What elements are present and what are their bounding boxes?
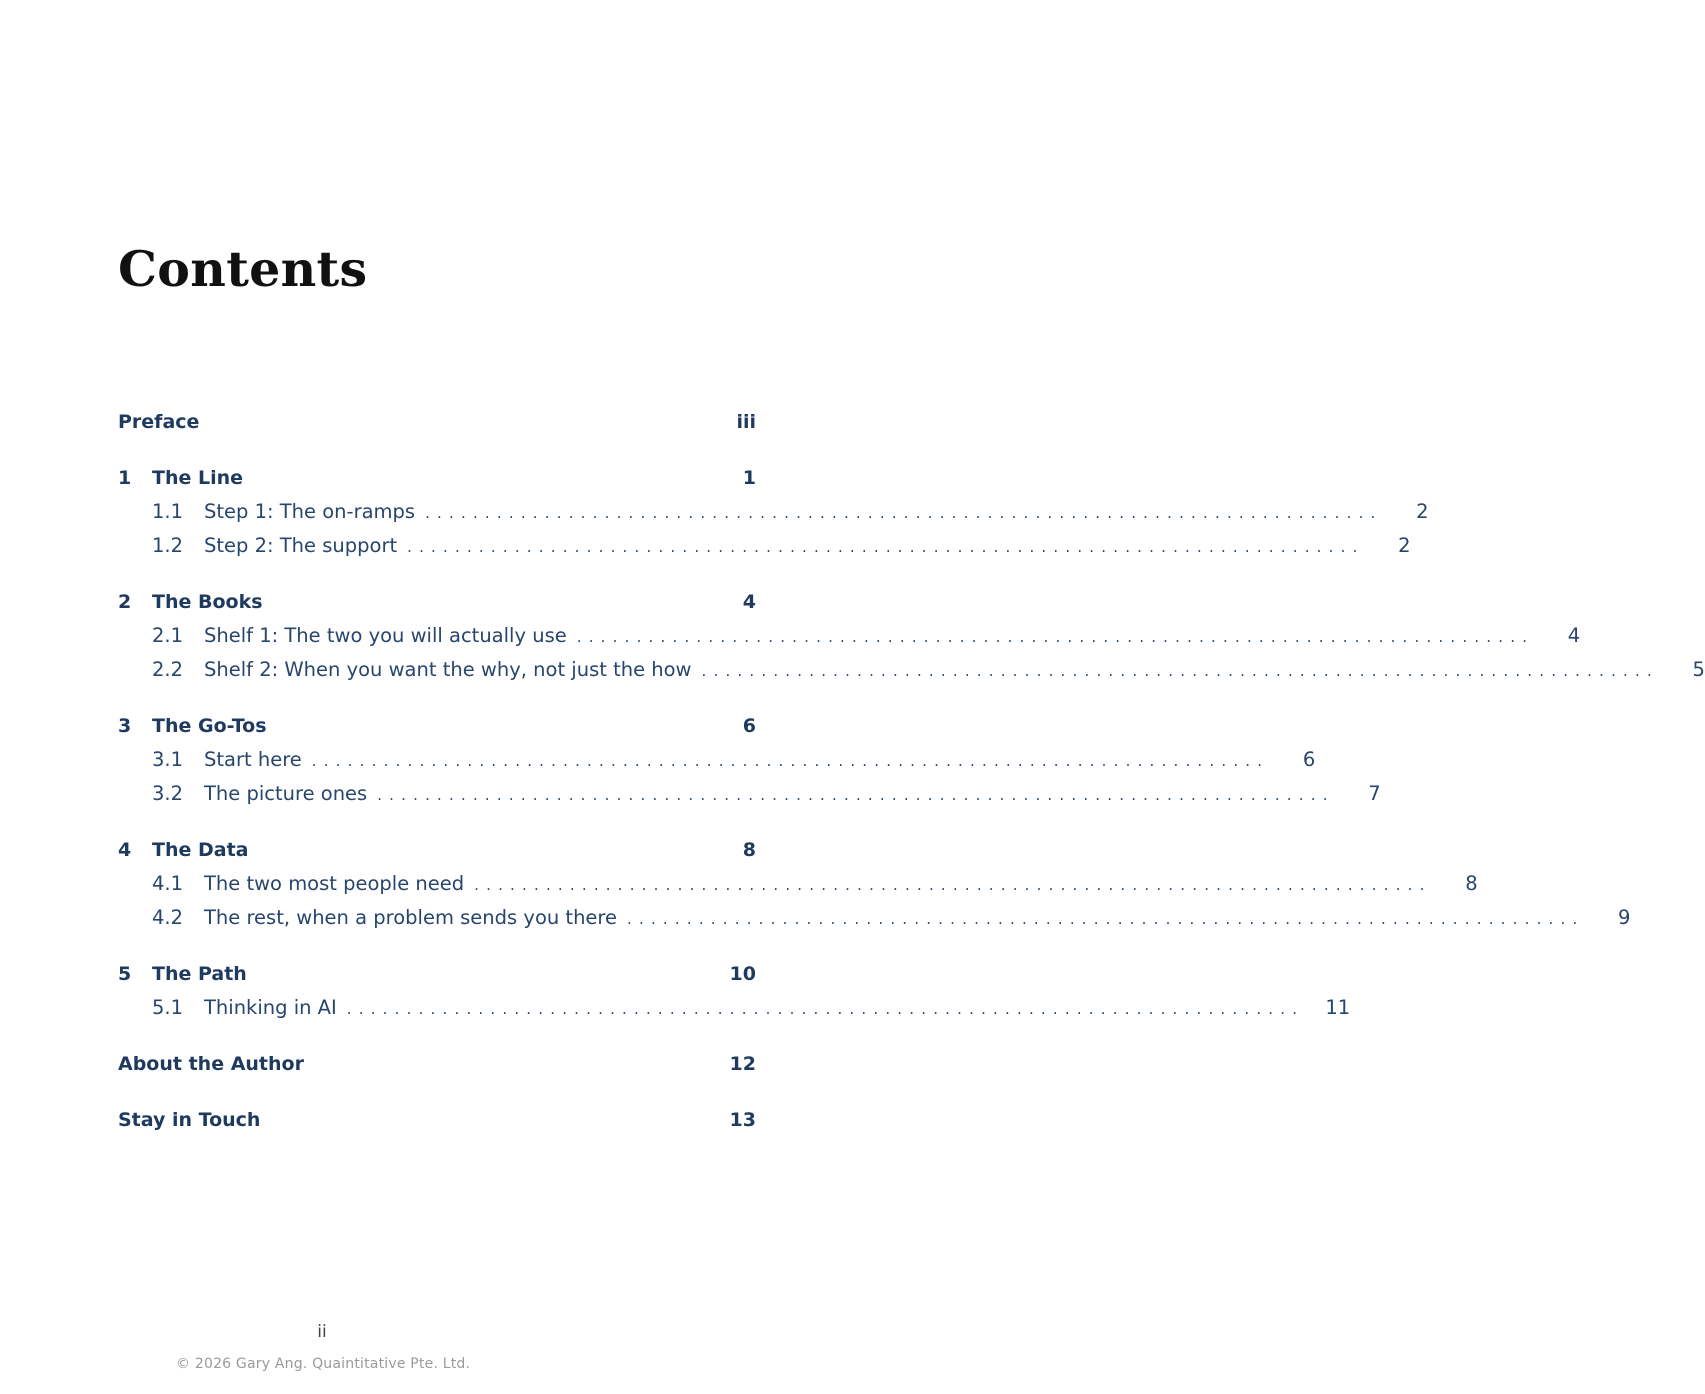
dot-leader: ................................................................................	[627, 910, 1585, 928]
toc-entry-preface[interactable]	[118, 405, 756, 439]
toc-page-number: 4	[1567, 624, 1581, 647]
toc-page-number: 10	[729, 963, 756, 985]
toc-section-3-1[interactable]	[118, 743, 1316, 777]
footer-page-number: ii	[317, 1322, 327, 1342]
section-number: 3.1	[152, 748, 184, 771]
toc-chapter-4[interactable]	[118, 833, 756, 867]
toc-page-number: 4	[742, 591, 756, 613]
toc-section-2-1[interactable]	[118, 619, 1581, 653]
toc-section-4-2[interactable]	[118, 901, 1631, 935]
chapter-title: The Books	[152, 591, 263, 613]
section-title: Step 1: The on-ramps	[204, 500, 416, 523]
toc-page-number: 8	[742, 839, 756, 861]
section-title: The picture ones	[204, 782, 368, 805]
toc-page-number: 13	[729, 1109, 756, 1131]
dot-leader: ................................................................................	[311, 752, 1270, 770]
chapter-title: The Data	[152, 839, 249, 861]
section-title: Step 2: The support	[204, 534, 398, 557]
section-number: 2.1	[152, 624, 184, 647]
toc-section-4-1[interactable]	[118, 867, 1478, 901]
toc-entry-stay-in-touch[interactable]	[118, 1103, 756, 1137]
toc-entry-title: About the Author	[118, 1053, 304, 1075]
section-number: 3.2	[152, 782, 184, 805]
chapter-title: The Path	[152, 963, 247, 985]
page-title: Contents	[118, 240, 368, 298]
chapter-number: 5	[118, 963, 132, 985]
toc-section-1-1[interactable]	[118, 495, 1429, 529]
toc-page-number: 6	[1302, 748, 1316, 771]
toc-page-number: 7	[1368, 782, 1381, 805]
section-number: 5.1	[152, 996, 184, 1019]
toc-page-number: 9	[1618, 906, 1631, 929]
chapter-number: 2	[118, 591, 132, 613]
section-number: 2.2	[152, 658, 184, 681]
toc-page-number: 11	[1325, 996, 1351, 1019]
toc-chapter-3[interactable]	[118, 709, 756, 743]
dot-leader: ................................................................................	[407, 538, 1365, 556]
chapter-number: 4	[118, 839, 132, 861]
dot-leader: ................................................................................	[377, 786, 1335, 804]
dot-leader: ................................................................................	[701, 662, 1659, 680]
section-number: 4.1	[152, 872, 184, 895]
table-of-contents	[118, 405, 1705, 1137]
dot-leader: ................................................................................	[576, 628, 1535, 646]
section-title: The rest, when a problem sends you there	[204, 906, 618, 929]
section-title: Shelf 2: When you want the why, not just the how	[204, 658, 692, 681]
section-title: Start here	[204, 748, 302, 771]
chapter-title: The Go-Tos	[152, 715, 267, 737]
section-number: 4.2	[152, 906, 184, 929]
toc-section-1-2[interactable]	[118, 529, 1411, 563]
dot-leader: ................................................................................	[474, 876, 1432, 894]
chapter-number: 3	[118, 715, 132, 737]
toc-chapter-1[interactable]	[118, 461, 756, 495]
footer-copyright: © 2026 Gary Ang. Quaintitative Pte. Ltd.	[176, 1356, 471, 1372]
chapter-number: 1	[118, 467, 132, 489]
toc-page-number: 2	[1416, 500, 1429, 523]
toc-page-number: 8	[1465, 872, 1478, 895]
section-title: Thinking in AI	[204, 996, 337, 1019]
section-title: Shelf 1: The two you will actually use	[204, 624, 567, 647]
toc-chapter-2[interactable]	[118, 585, 756, 619]
toc-section-3-2[interactable]	[118, 777, 1381, 811]
section-number: 1.2	[152, 534, 184, 557]
toc-section-2-2[interactable]	[118, 653, 1705, 687]
dot-leader: ................................................................................	[346, 1000, 1305, 1018]
toc-page-number: 12	[729, 1053, 756, 1075]
chapter-title: The Line	[152, 467, 244, 489]
toc-page-number: 5	[1692, 658, 1705, 681]
toc-entry-title: Preface	[118, 411, 200, 433]
dot-leader: ................................................................................	[425, 504, 1383, 522]
toc-page-number: iii	[736, 411, 756, 433]
toc-page-number: 1	[742, 467, 756, 489]
toc-page-number: 2	[1398, 534, 1411, 557]
toc-chapter-5[interactable]	[118, 957, 756, 991]
section-number: 1.1	[152, 500, 184, 523]
section-title: The two most people need	[204, 872, 465, 895]
toc-entry-title: Stay in Touch	[118, 1109, 261, 1131]
toc-section-5-1[interactable]	[118, 991, 1351, 1025]
toc-entry-about-author[interactable]	[118, 1047, 756, 1081]
toc-page-number: 6	[742, 715, 756, 737]
